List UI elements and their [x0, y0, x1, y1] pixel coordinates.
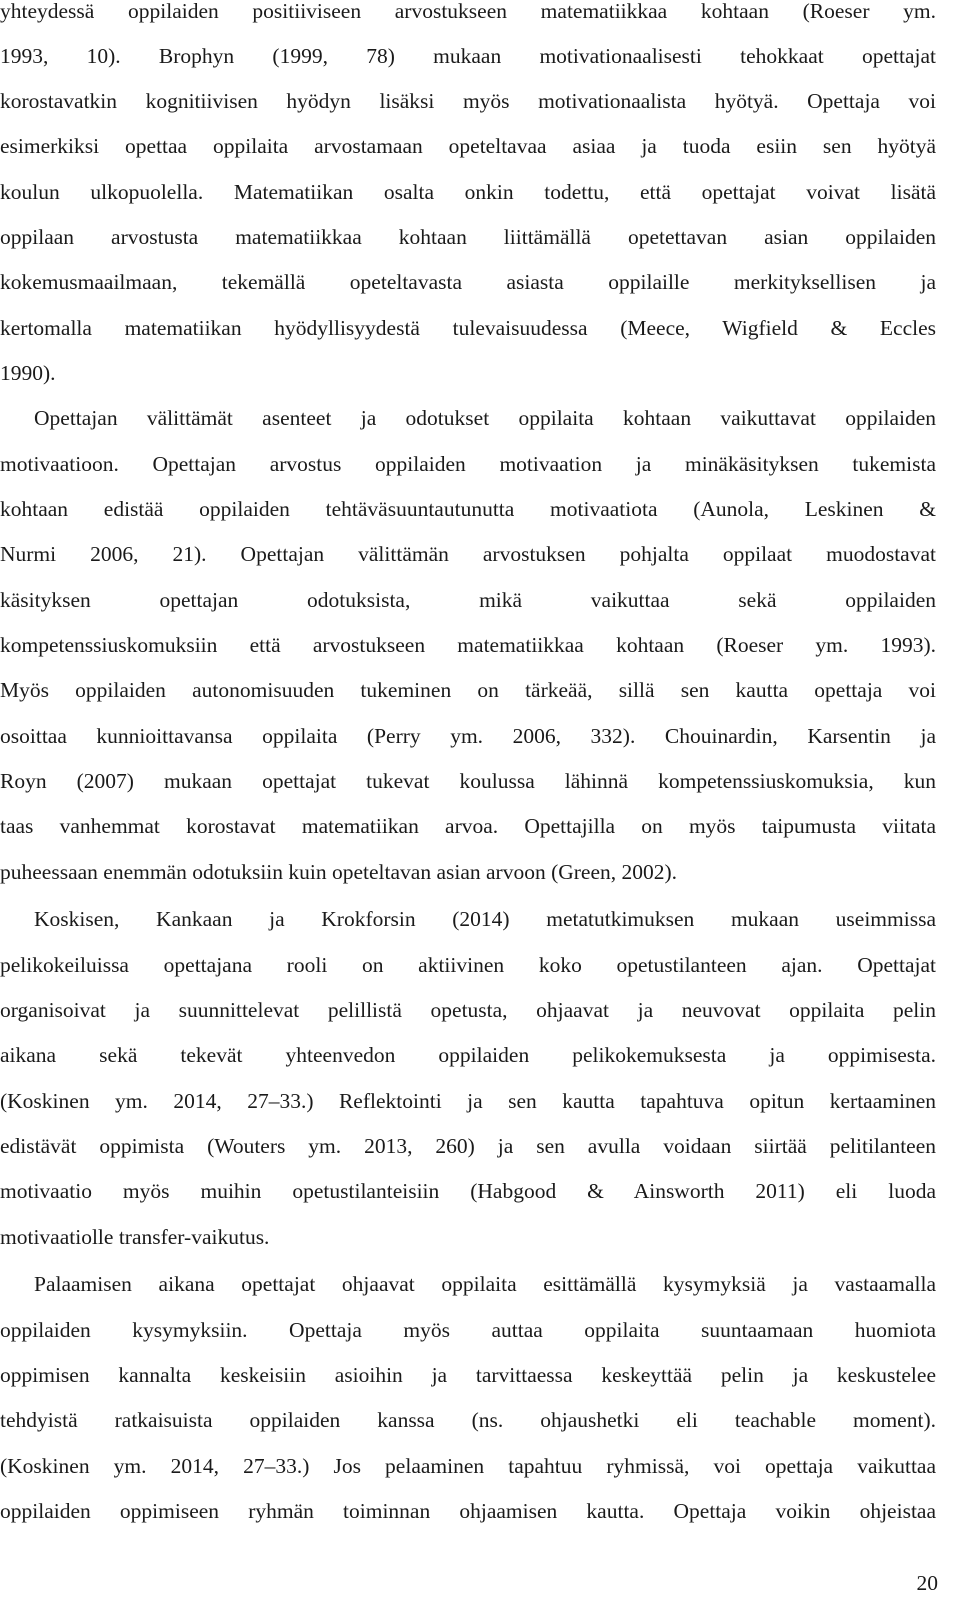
text-line: kompetenssiuskomuksiin että arvostukseen matematiikkaa kohtaan (Roeser ym. 1993).	[0, 633, 936, 657]
text-line: Myös oppilaiden autonomisuuden tukeminen on tärkeää, sillä sen kautta opettaja voi	[0, 678, 936, 702]
text-line: esimerkiksi opettaa oppilaita arvostamaan opeteltavaa asiaa ja tuoda esiin sen hyötyä	[0, 134, 936, 158]
text-line: oppilaan arvostusta matematiikkaa kohtaan liittämällä opetettavan asian oppilaiden	[0, 225, 936, 249]
paragraph-first-line: Palaamisen aikana opettajat ohjaavat oppilaita esittämällä kysymyksiä ja vastaamalla	[34, 1272, 936, 1296]
text-line: pelikokeiluissa opettajana rooli on aktiivinen koko opetustilanteen ajan. Opettajat	[0, 953, 936, 977]
text-line: kokemusmaailmaan, tekemällä opeteltavasta asiasta oppilaille merkityksellisen ja	[0, 270, 936, 294]
text-line: taas vanhemmat korostavat matematiikan arvoa. Opettajilla on myös taipumusta viitata	[0, 814, 936, 838]
text-line: koulun ulkopuolella. Matematiikan osalta onkin todettu, että opettajat voivat lisätä	[0, 180, 936, 204]
paragraph-first-line: Opettajan välittämät asenteet ja odotukset oppilaita kohtaan vaikuttavat oppilaiden	[34, 406, 936, 430]
text-line: aikana sekä tekevät yhteenvedon oppilaiden pelikokemuksesta ja oppimisesta.	[0, 1043, 936, 1067]
page-number: 20	[916, 1571, 938, 1595]
text-line: kohtaan edistää oppilaiden tehtäväsuuntautunutta motivaatiota (Aunola, Leskinen &	[0, 497, 936, 521]
text-line: tehdyistä ratkaisuista oppilaiden kanssa (ns. ohjaushetki eli teachable moment).	[0, 1408, 936, 1432]
text-line: edistävät oppimista (Wouters ym. 2013, 260) ja sen avulla voidaan siirtää pelitilanteen	[0, 1134, 936, 1158]
text-line: 1990).	[0, 361, 56, 385]
text-line: motivaatioon. Opettajan arvostus oppilaiden motivaation ja minäkäsityksen tukemista	[0, 452, 936, 476]
text-line: (Koskinen ym. 2014, 27–33.) Jos pelaaminen tapahtuu ryhmissä, voi opettaja vaikuttaa	[0, 1454, 936, 1478]
text-line: oppimisen kannalta keskeisiin asioihin ja tarvittaessa keskeyttää pelin ja keskustelee	[0, 1363, 936, 1387]
text-line: (Koskinen ym. 2014, 27–33.) Reflektointi ja sen kautta tapahtuva opitun kertaaminen	[0, 1089, 936, 1113]
text-line: oppilaiden kysymyksiin. Opettaja myös auttaa oppilaita suuntaamaan huomiota	[0, 1318, 936, 1342]
text-line: osoittaa kunnioittavansa oppilaita (Perry ym. 2006, 332). Chouinardin, Karsentin ja	[0, 724, 936, 748]
text-line: Nurmi 2006, 21). Opettajan välittämän arvostuksen pohjalta oppilaat muodostavat	[0, 542, 936, 566]
text-line: Royn (2007) mukaan opettajat tukevat koulussa lähinnä kompetenssiuskomuksia, kun	[0, 769, 936, 793]
text-line: yhteydessä oppilaiden positiiviseen arvostukseen matematiikkaa kohtaan (Roeser ym.	[0, 0, 936, 23]
text-line: 1993, 10). Brophyn (1999, 78) mukaan motivationaalisesti tehokkaat opettajat	[0, 44, 936, 68]
text-line: motivaatio myös muihin opetustilanteisiin (Habgood & Ainsworth 2011) eli luoda	[0, 1179, 936, 1203]
text-line: korostavatkin kognitiivisen hyödyn lisäksi myös motivationaalista hyötyä. Opettaja voi	[0, 89, 936, 113]
text-line: puheessaan enemmän odotuksiin kuin opeteltavan asian arvoon (Green, 2002).	[0, 860, 678, 884]
text-line: motivaatiolle transfer-vaikutus.	[0, 1225, 270, 1249]
text-line: organisoivat ja suunnittelevat pelillistä opetusta, ohjaavat ja neuvovat oppilaita pelin	[0, 998, 936, 1022]
paragraph-first-line: Koskisen, Kankaan ja Krokforsin (2014) metatutkimuksen mukaan useimmissa	[34, 907, 936, 931]
text-line: käsityksen opettajan odotuksista, mikä vaikuttaa sekä oppilaiden	[0, 588, 936, 612]
text-line: oppilaiden oppimiseen ryhmän toiminnan ohjaamisen kautta. Opettaja voikin ohjeistaa	[0, 1499, 936, 1523]
text-line: kertomalla matematiikan hyödyllisyydestä tulevaisuudessa (Meece, Wigfield & Eccles	[0, 316, 936, 340]
